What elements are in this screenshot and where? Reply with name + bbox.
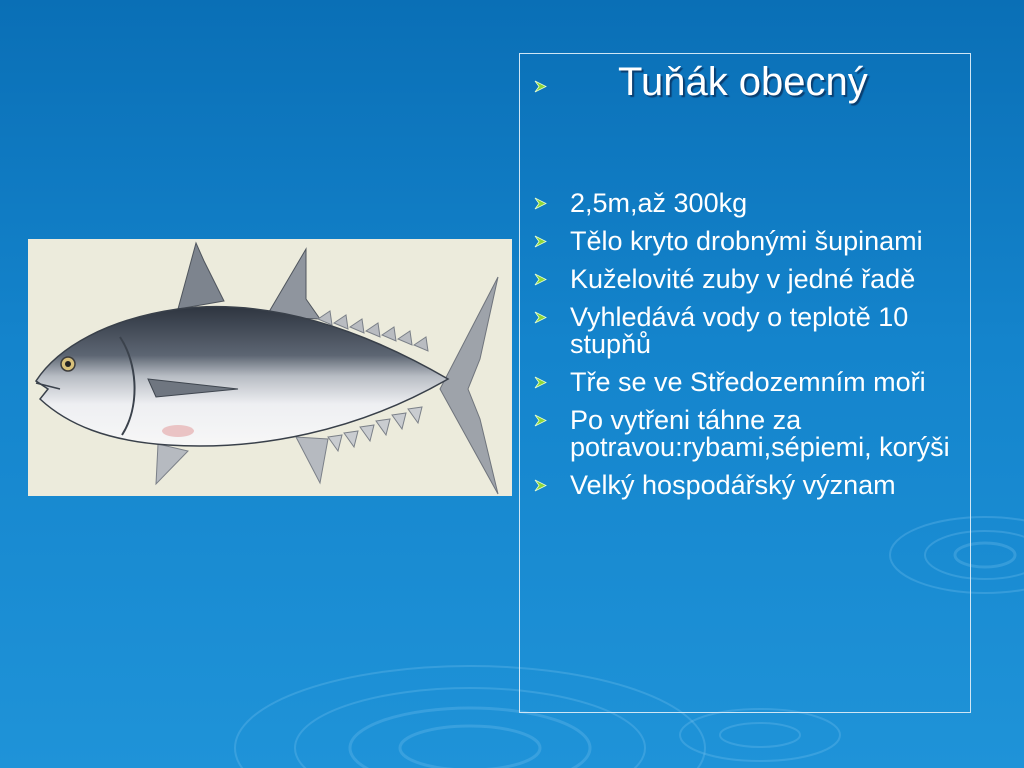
arrow-bullet-icon bbox=[534, 376, 547, 389]
list-item bbox=[534, 472, 964, 499]
bullet-list bbox=[534, 190, 964, 510]
list-item-text: Vyhledává vody o teplotě 10 stupňů bbox=[570, 302, 909, 359]
arrow-bullet-icon bbox=[534, 235, 547, 248]
tuna-fish-illustration bbox=[28, 239, 512, 496]
arrow-bullet-icon bbox=[534, 311, 547, 324]
arrow-bullet-icon bbox=[534, 273, 547, 286]
list-item-text: Tělo kryto drobnými šupinami bbox=[570, 226, 923, 256]
tuna-image bbox=[28, 239, 512, 496]
slide-title: Tuňák obecný bbox=[618, 60, 868, 104]
list-item bbox=[534, 190, 964, 217]
list-item bbox=[534, 407, 964, 461]
arrow-bullet-icon bbox=[534, 414, 547, 427]
list-item-text: Tře se ve Středozemním moři bbox=[570, 367, 926, 397]
list-item bbox=[534, 266, 964, 293]
list-item-text: 2,5m,až 300kg bbox=[570, 188, 748, 218]
arrow-bullet-icon bbox=[534, 80, 547, 93]
list-item bbox=[534, 369, 964, 396]
title-row bbox=[534, 58, 954, 114]
list-item bbox=[534, 228, 964, 255]
arrow-bullet-icon bbox=[534, 197, 547, 210]
list-item bbox=[534, 304, 964, 358]
content-box bbox=[519, 53, 971, 713]
list-item-text: Velký hospodářský význam bbox=[570, 470, 896, 500]
arrow-bullet-icon bbox=[534, 479, 547, 492]
list-item-text: Kuželovité zuby v jedné řadě bbox=[570, 264, 916, 294]
list-item-text: Po vytřeni táhne za potravou:rybami,sépiemi, korýši bbox=[570, 405, 950, 462]
